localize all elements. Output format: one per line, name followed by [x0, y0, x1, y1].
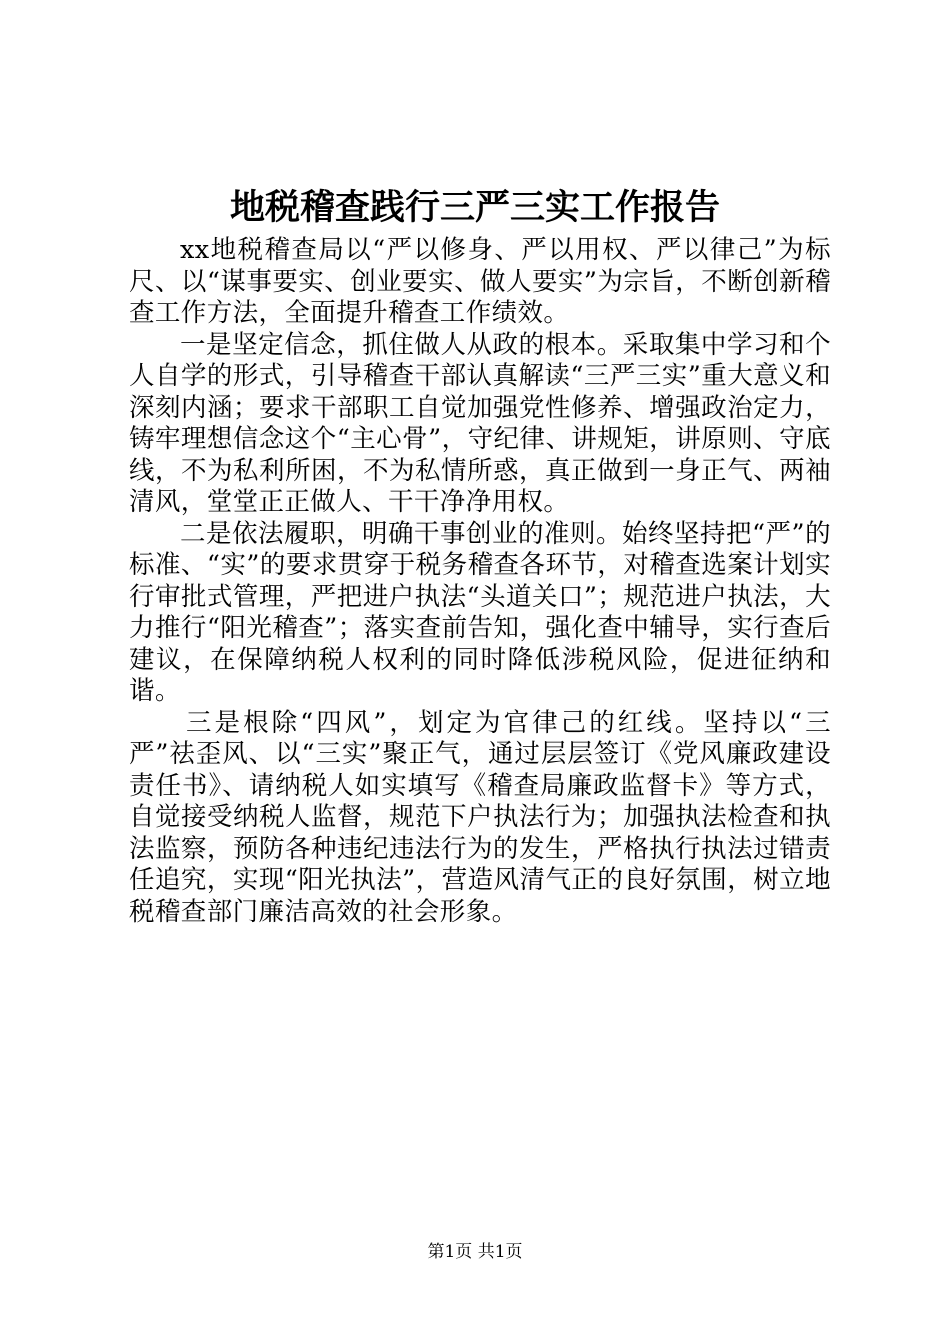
document-title: 地税稽查践行三严三实工作报告: [229, 187, 720, 228]
paragraph-point-one: 一是坚定信念，抓住做人从政的根本。采取集中学习和个人自学的形式，引导稽查干部认真解读“三严三实”重大意义和深刻内涵；要求干部职工自觉加强党性修养、增强政治定力，铸牢理想信念这个“主心骨”，守纪律、讲规矩，讲原则、守底线，不为私利所困，不为私情所惑，真正做到一身正气、两袖清风，堂堂正正做人、干干净净用权。: [129, 329, 831, 517]
paragraph-intro: xx地税稽查局以“严以修身、严以用权、严以律己”为标尺、以“谋事要实、创业要实、做人要实”为宗旨，不断创新稽查工作方法，全面提升稽查工作绩效。: [129, 235, 831, 328]
paragraph-point-two: 二是依法履职，明确干事创业的准则。始终坚持把“严”的标准、“实”的要求贯穿于税务稽查各环节，对稽查选案计划实行审批式管理，严把进户执法“头道关口”；规范进户执法，大力推行“阳光稽查”；落实查前告知，强化查中辅导，实行查后建议，在保障纳税人权利的同时降低涉税风险，促进征纳和谐。: [129, 518, 831, 706]
page-footer: 第1页 共1页: [427, 1242, 523, 1262]
document-body: [129, 235, 831, 928]
paragraph-point-three: 三是根除“四风”，划定为官律己的红线。坚持以“三严”祛歪风、以“三实”聚正气，通过层层签订《党风廉政建设责任书》、请纳税人如实填写《稽查局廉政监督卡》等方式，自觉接受纳税人监督，规范下户执法行为；加强执法检查和执法监察，预防各种违纪违法行为的发生，严格执行执法过错责任追究，实现“阳光执法”，营造风清气正的良好氛围，树立地税稽查部门廉洁高效的社会形象。: [129, 707, 831, 927]
